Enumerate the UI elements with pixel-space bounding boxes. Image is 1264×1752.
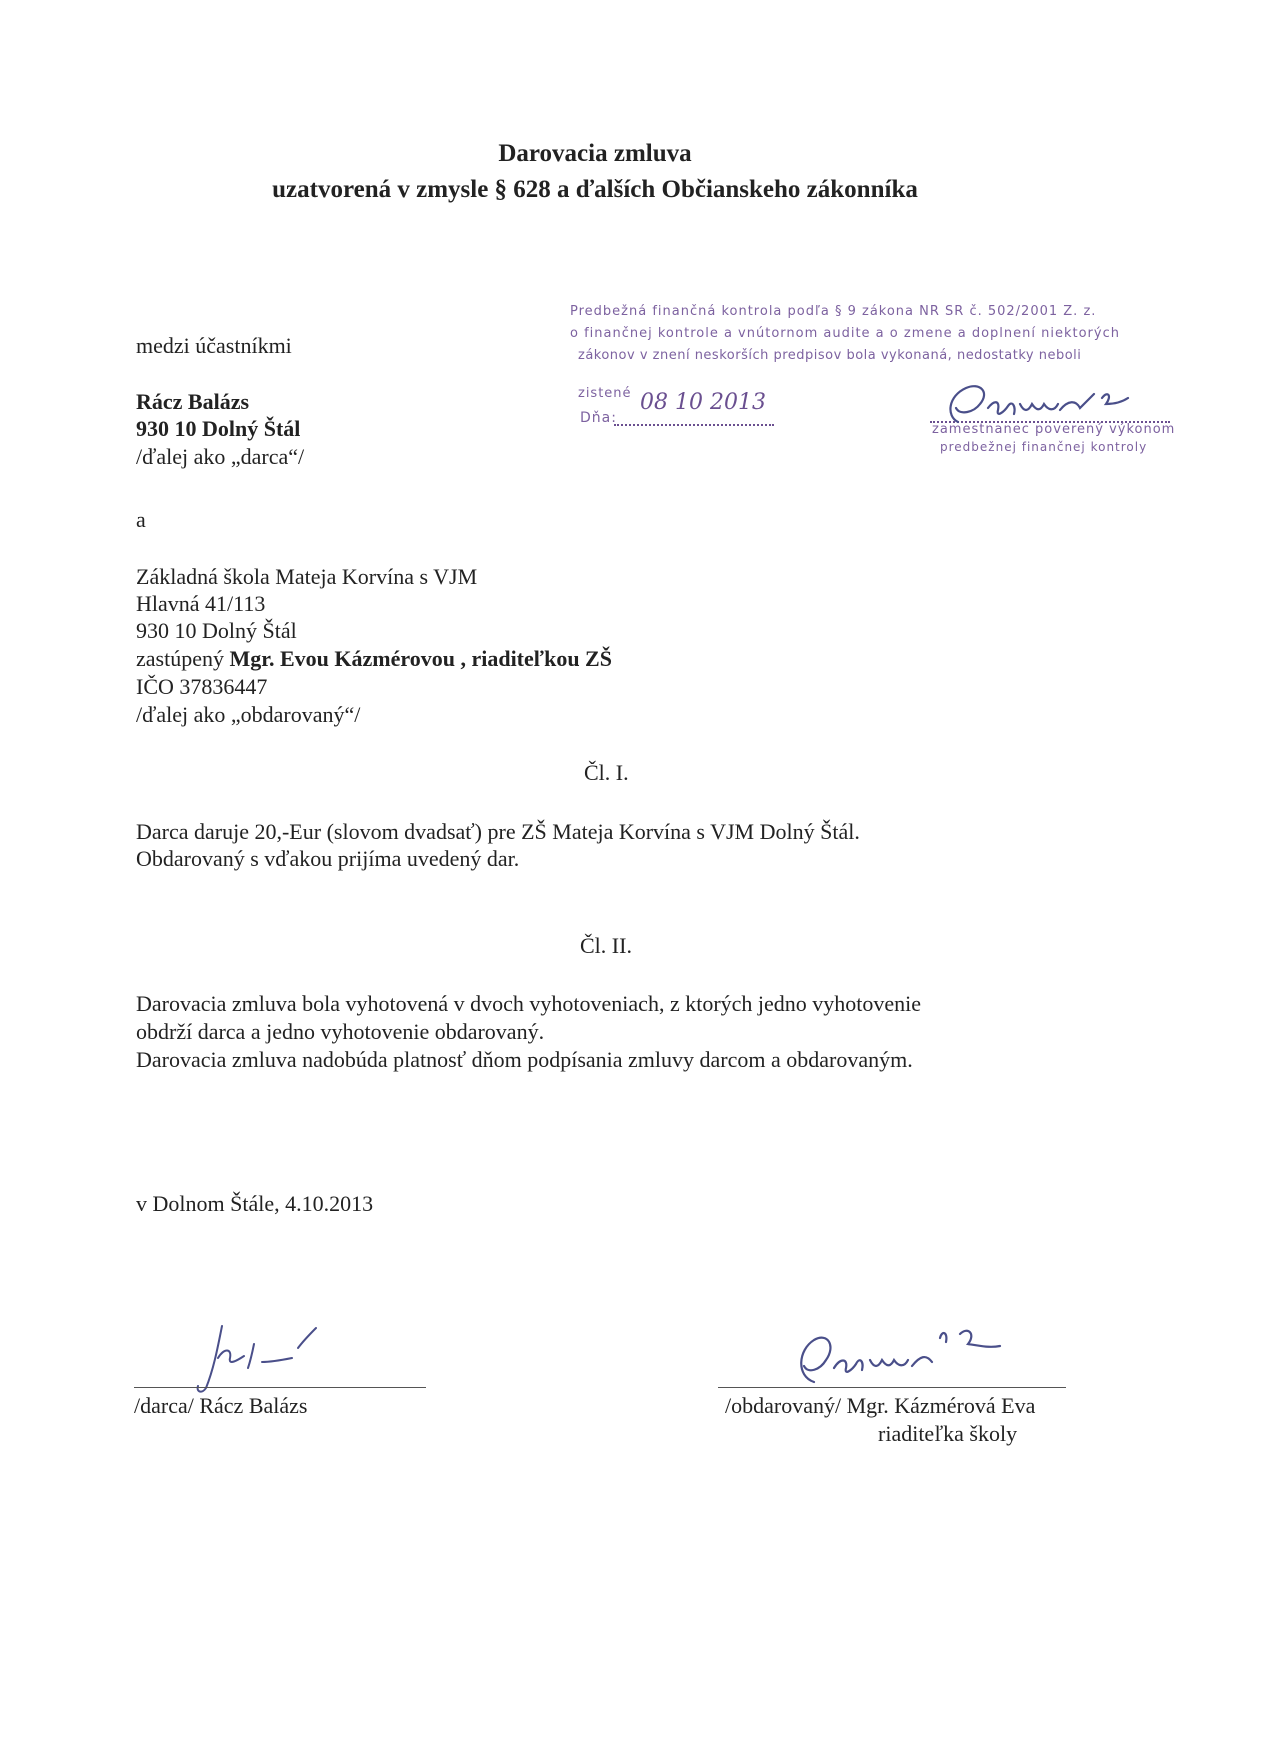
donor-signature-line: [134, 1387, 426, 1388]
recipient-ico: IČO 37836447: [136, 674, 268, 699]
recipient-name: Základná škola Mateja Korvína s VJM: [136, 564, 478, 589]
article-2-line-2: obdrží darca a jedno vyhotovenie obdarovaný.: [136, 1019, 545, 1044]
stamp-date-line: [614, 424, 774, 426]
article-2-heading: Čl. II.: [580, 933, 632, 958]
stamp-date-handwritten: 08 10 2013: [640, 390, 766, 415]
article-1-heading: Čl. I.: [584, 760, 629, 785]
recipient-signature: [790, 1320, 1030, 1400]
recipient-signature-line: [718, 1387, 1066, 1388]
article-2-line-1: Darovacia zmluva bola vyhotovená v dvoch vyhotoveniach, z ktorých jedno vyhotovenie: [136, 991, 922, 1016]
donor-name: Rácz Balázs: [136, 389, 250, 414]
donor-address: 930 10 Dolný Štál: [136, 416, 301, 441]
recipient-alias: /ďalej ako „obdarovaný“/: [136, 702, 361, 727]
parties-intro: medzi účastníkmi: [136, 333, 292, 358]
article-1-line-1: Darca daruje 20,-Eur (slovom dvadsať) pre ZŠ Mateja Korvína s VJM Dolný Štál.: [136, 819, 860, 844]
conjunction: a: [136, 507, 146, 532]
recipient-representative: [136, 645, 612, 672]
stamp-role-1: zamestnanec poverený výkonom: [932, 422, 1176, 437]
article-2-line-3: Darovacia zmluva nadobúda platnosť dňom podpísania zmluvy darcom a obdarovaným.: [136, 1047, 913, 1072]
represented-by: Mgr. Evou Kázmérovou , riaditeľkou ZŠ: [229, 646, 612, 671]
stamp-line-2: o finančnej kontrole a vnútornom audite a o zmene a doplnení niektorých: [570, 326, 1120, 341]
stamp-date-label: Dňa:: [580, 410, 617, 426]
stamp-line-1: Predbežná finančná kontrola podľa § 9 zákona NR SR č. 502/2001 Z. z.: [570, 304, 1097, 319]
donor-caption: /darca/ Rácz Balázs: [134, 1393, 308, 1418]
document-title: Darovacia zmluva: [498, 140, 692, 167]
represented-prefix: zastúpený: [136, 646, 224, 671]
stamp-found-label: zistené: [578, 386, 632, 401]
stamp-role-2: predbežnej finančnej kontroly: [940, 440, 1148, 454]
article-1-line-2: Obdarovaný s vďakou prijíma uvedený dar.: [136, 846, 520, 871]
place-date: v Dolnom Štále, 4.10.2013: [136, 1191, 374, 1216]
donor-alias: /ďalej ako „darca“/: [136, 444, 305, 469]
stamp-line-3: zákonov v znení neskorších predpisov bola vykonaná, nedostatky neboli: [578, 348, 1082, 363]
recipient-city: 930 10 Dolný Štál: [136, 618, 297, 643]
recipient-street: Hlavná 41/113: [136, 591, 266, 616]
recipient-title: riaditeľka školy: [878, 1421, 1018, 1446]
donor-signature: [188, 1318, 328, 1398]
document-subtitle: uzatvorená v zmysle § 628 a ďalších Občianskeho zákonníka: [272, 176, 918, 203]
stamp-signature: [936, 370, 1166, 440]
recipient-caption: /obdarovaný/ Mgr. Kázmérová Eva: [725, 1393, 1036, 1418]
